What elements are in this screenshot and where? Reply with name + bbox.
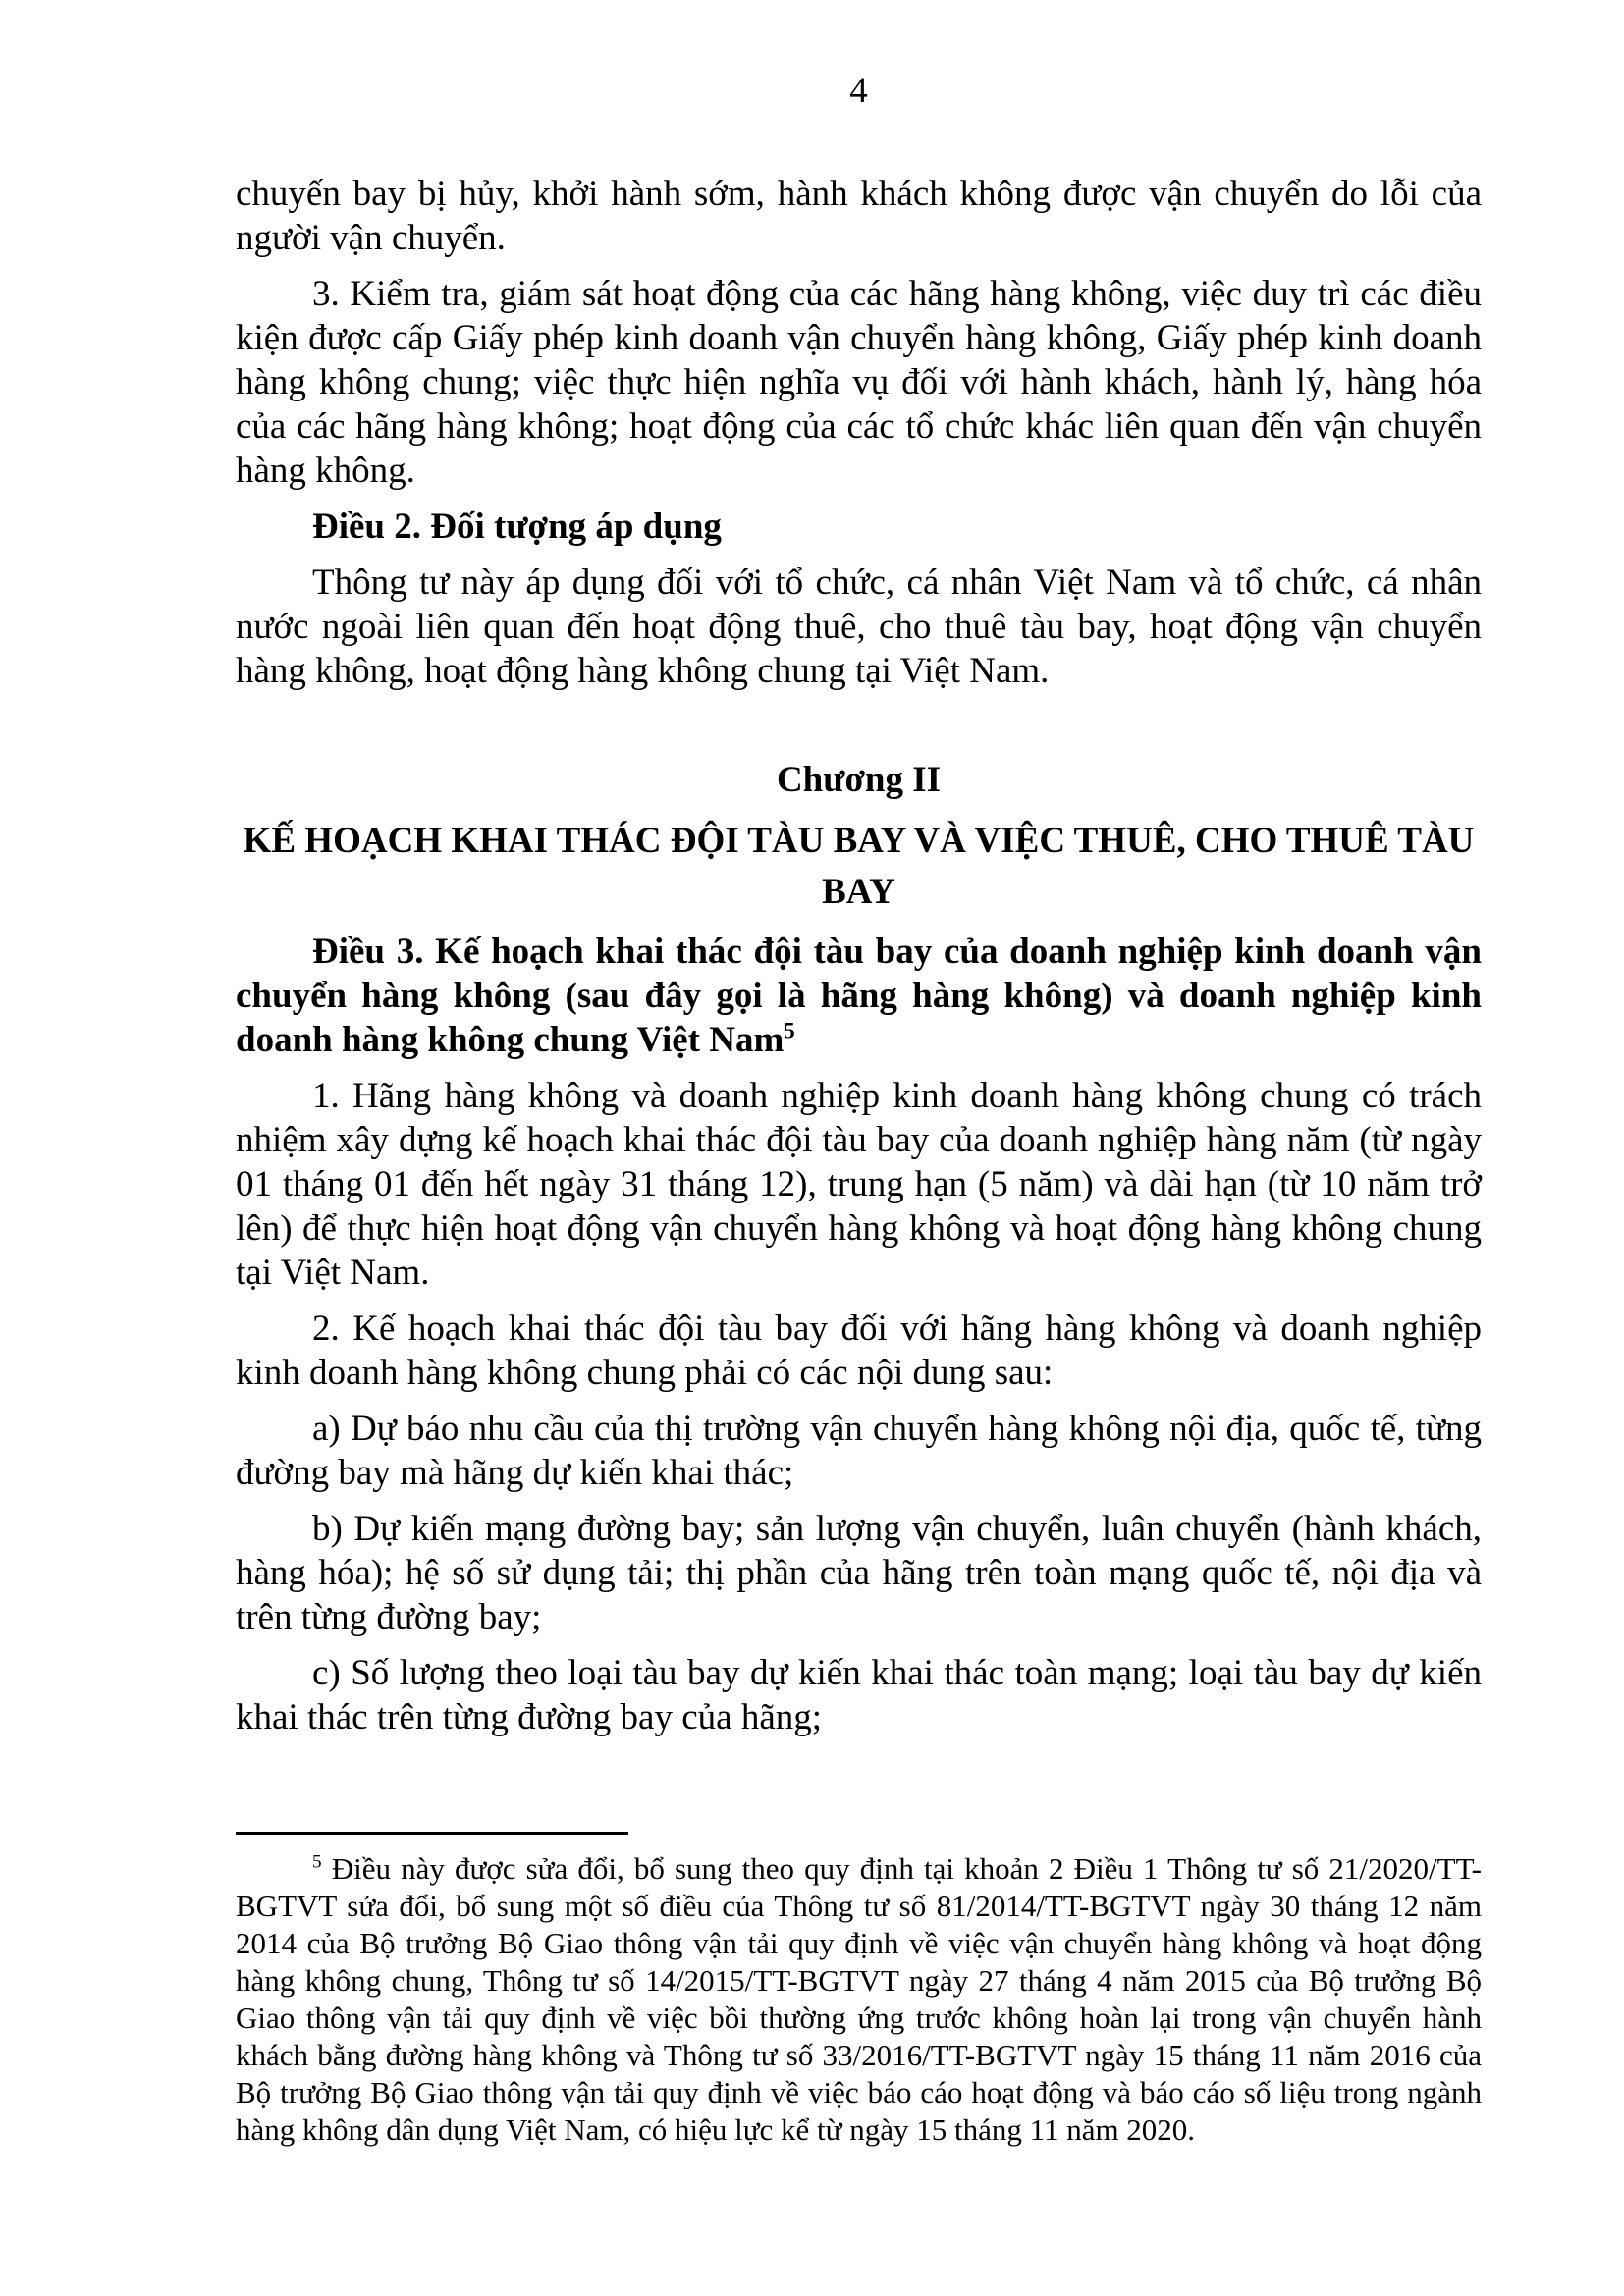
paragraph-point-c: c) Số lượng theo loại tàu bay dự kiến khai thác toàn mạng; loại tàu bay dự kiến khai thác trên từng đường bay của hãng;: [236, 1653, 1482, 1737]
article-2-paragraph: Thông tư này áp dụng đối với tổ chức, cá nhân Việt Nam và tổ chức, cá nhân nước ngoài liên quan đến hoạt động thuê, cho thuê tàu bay, hoạt động vận chuyển hàng không, hoạt động hàng không chung tại Việt Nam.: [236, 562, 1482, 691]
paragraph-item-2: 2. Kế hoạch khai thác đội tàu bay đối với hãng hàng không và doanh nghiệp kinh doanh hàng không chung phải có các nội dung sau:: [236, 1308, 1482, 1393]
paragraph-point-a: a) Dự báo nhu cầu của thị trường vận chuyển hàng không nội địa, quốc tế, từng đường bay mà hãng dự kiến khai thác;: [236, 1409, 1482, 1493]
footnote-5: [236, 1850, 1482, 2149]
chapter-title: KẾ HOẠCH KHAI THÁC ĐỘI TÀU BAY VÀ VIỆC THUÊ, CHO THUÊ TÀU BAY: [243, 821, 1475, 912]
paragraph-item-1: 1. Hãng hàng không và doanh nghiệp kinh doanh hàng không chung có trách nhiệm xây dựng kế hoạch khai thác đội tàu bay của doanh nghiệp hàng năm (từ ngày 01 tháng 01 đến hết ngày 31 tháng 12), trung hạn (5 năm) và dài hạn (từ 10 năm trở lên) để thực hiện hoạt động vận chuyển hàng không và hoạt động hàng không chung tại Việt Nam.: [236, 1076, 1482, 1293]
footnote-section: [236, 1832, 1482, 2149]
article-3-heading: [236, 930, 1482, 1062]
chapter-label: Chương II: [776, 760, 942, 800]
text-column: [0, 69, 1624, 1739]
footnote-5-marker: 5: [312, 1851, 322, 1873]
footnote-5-text: Điều này được sửa đổi, bổ sung theo quy định tại khoản 2 Điều 1 Thông tư số 21/2020/TT-BGTVT sửa đổi, bổ sung một số điều của Thông tư số 81/2014/TT-BGTVT ngày 30 tháng 12 năm 2014 của Bộ trưởng Bộ Giao thông vận tải quy định về việc vận chuyển hàng không và hoạt động hàng không chung, Thông tư số 14/2015/TT-BGTVT ngày 27 tháng 4 năm 2015 của Bộ trưởng Bộ Giao thông vận tải quy định về việc bồi thường ứng trước không hoàn lại trong vận chuyển hành khách bằng đường hàng không và Thông tư số 33/2016/TT-BGTVT ngày 15 tháng 11 năm 2016 của Bộ trưởng Bộ Giao thông vận tải quy định về việc báo cáo hoạt động và báo cáo số liệu trong ngành hàng không dân dụng Việt Nam, có hiệu lực kể từ ngày 15 tháng 11 năm 2020.: [236, 1851, 1483, 2147]
page-number: 4: [849, 71, 868, 111]
article-2-heading: Điều 2. Đối tượng áp dụng: [312, 507, 722, 547]
paragraph-item-3: 3. Kiểm tra, giám sát hoạt động của các hãng hàng không, việc duy trì các điều kiện được cấp Giấy phép kinh doanh vận chuyển hàng không, Giấy phép kinh doanh hàng không chung; việc thực hiện nghĩa vụ đối với hành khách, hành lý, hàng hóa của các hãng hàng không; hoạt động của các tổ chức khác liên quan đến vận chuyển hàng không.: [236, 274, 1482, 491]
paragraph-continuation: chuyến bay bị hủy, khởi hành sớm, hành khách không được vận chuyển do lỗi của người vận chuyển.: [236, 174, 1482, 258]
footnote-separator-rule: [236, 1832, 628, 1835]
paragraph-point-b: b) Dự kiến mạng đường bay; sản lượng vận chuyển, luân chuyển (hành khách, hàng hóa); hệ số sử dụng tải; thị phần của hãng trên toàn mạng quốc tế, nội địa và trên từng đường bay;: [236, 1509, 1482, 1637]
footnote-reference-mark: 5: [784, 1018, 795, 1043]
article-3-heading-text: Điều 3. Kế hoạch khai thác đội tàu bay của doanh nghiệp kinh doanh vận chuyển hàng không (sau đây gọi là hãng hàng không) và doanh nghiệp kinh doanh hàng không chung Việt Nam: [236, 932, 1482, 1060]
